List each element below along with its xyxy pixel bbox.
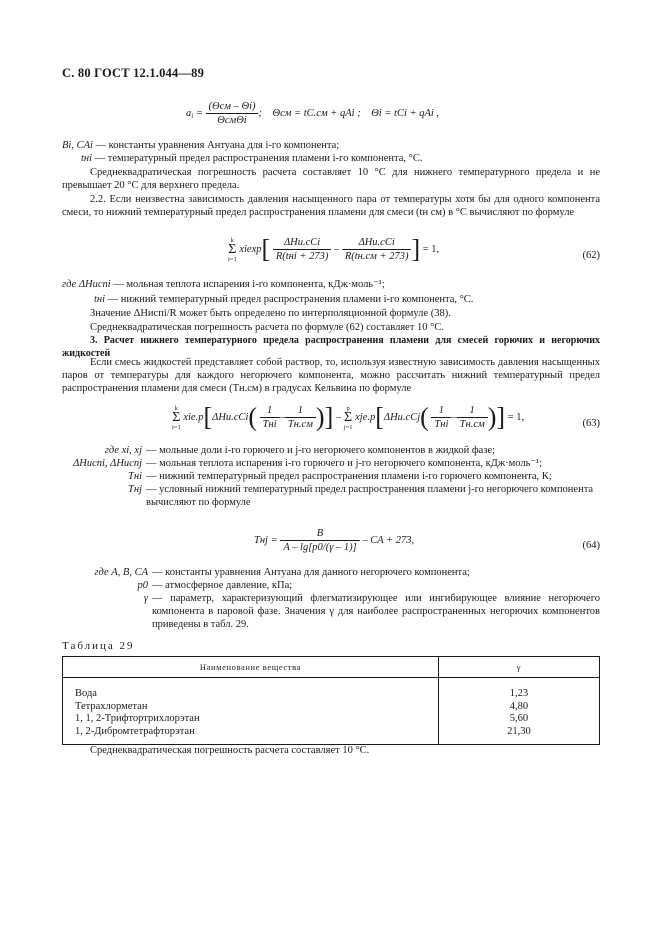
formula-theta-mix: Θсм = tС.см + qAi ; [272, 107, 361, 119]
definitions-block-1 [62, 139, 600, 165]
formula-a-numerator: (Θсм – Θi) [206, 100, 259, 114]
table-29 [62, 656, 600, 745]
table-row: 1, 2-Дибромтетрафторэтан 21,30 [63, 726, 600, 745]
table-row: 1, 1, 2-Трифтортрихлорэтан 5,60 [63, 713, 600, 726]
table-header-gamma: γ [438, 657, 599, 678]
formula-62-fraction-2: $\frac{\text{ΔHи.сCi}}{R(tн.см + 273)}$ [342, 236, 412, 263]
definition-row: tнi — температурный предел распространения пламени i-го компонента, °С. [81, 153, 423, 164]
equation-number-62: (62) [582, 250, 600, 261]
definitions-block-3: где xi, xj — мольные доли i-го горючего и j-го негорючего компонентов в жидкой фазе; ΔHиспi, ΔHиспj — мольная теплота испарения i-го горючего и j-го негорючего компонента, кДж·моль⁻¹; Tнi — нижний температурный предел распространения пламени i-го горючего компонента, К; Tнj — условный нижний температурный предел распространения пламени j-го негорючего компонента вычисляют по формуле [73, 445, 594, 508]
formula-64: Tнj = $\frac{B}{A - \lg[p0/(\gamma - 1)]}$ – CA + 273, [254, 528, 415, 553]
definition-row: tнi — нижний температурный предел распространения пламени i-го компонента, °С. [94, 294, 474, 305]
formula-63: k Σ i=1 xie.p[ΔHи.сCi( $\frac{1}{\text{Tнi}}$ – $\frac{1}{Tн.см}$ )] – p Σ j=1 xje.p[ΔHи.сCj( $\frac{1}{\text{Tнi}}$ – $\frac{1}{Tн.см}$ )] = 1, [172, 402, 525, 432]
paragraph-accuracy-1: Среднеквадратическая погрешность расчета составляет 10 °С для нижнего температурного предела и не превышает 20 °С для верхнего предела. [62, 167, 600, 191]
page-header: С. 80 ГОСТ 12.1.044—89 [62, 66, 205, 80]
formula-a-lhs: $a_i$ = [186, 107, 203, 120]
paragraph-2-2: 2.2. Если неизвестна зависимость давления насыщенного пара от температуры хотя бы для одного компонента смеси, то нижний температурный предел распространения пламени для смеси (tн см) в °С вычисляют по формуле [62, 194, 600, 218]
table-row: Вода 1,23 [63, 678, 600, 701]
equation-number-64: (64) [582, 540, 600, 551]
formula-a-denominator: ΘсмΘi [217, 115, 247, 126]
formula-62-fraction-1: $\frac{\text{ΔHи.сCi}}{\text{R(tнi + 273)}}$ [273, 236, 332, 263]
definition-row: Bi, CAi — константы уравнения Антуана для i-го компонента; [62, 140, 340, 151]
table-header-name: Наименование вещества [63, 657, 439, 678]
equation-number-63: (63) [582, 418, 600, 429]
formula-62: k Σ i=1 xiexp[ $\frac{\text{ΔHи.сCi}}{\text{R(tнi + 273)}}$ – $\frac{\text{ΔHи.сCi}}{R(tн.см + 273)}$ ] = 1, [228, 234, 440, 264]
sum-sign: k Σ i=1 [172, 404, 181, 431]
formula-a-fraction [206, 100, 259, 127]
table-row: Тетрахлорметан 4,80 [63, 701, 600, 714]
paragraph-accuracy-62: Среднеквадратическая погрешность расчета по формуле (62) составляет 10 °С. [90, 322, 444, 333]
formula-a-i: $a_i$ = $\frac{\text{(Θсм – Θi)}}{\text{ΘсмΘi}}$ ; Θсм = tС.см + qAi ; Θi = tCi + qAi , [186, 101, 440, 126]
formula-theta-i: Θi = tCi + qAi , [371, 107, 440, 119]
sum-sign: p Σ j=1 [343, 404, 353, 431]
paragraph-section-3: Если смесь жидкостей представляет собой раствор, то, используя известную зависимость давления насыщенных паров от температуры для каждого негорючего компонента, можно рассчитать нижний температурный предел распространения пламени для смеси (Tн.см) в градусах Кельвина по формуле [62, 357, 600, 394]
paragraph-footer: Среднеквадратическая погрешность расчета составляет 10 °С. [90, 745, 370, 756]
definitions-block-4: где A, B, CA — константы уравнения Антуана для данного негорючего компонента; p0 — атмосферное давление, кПа; γ — параметр, характеризующий флегматизирующее или ингибирующее влияние негорючего компонента в паровой фазе. Значения γ для наиболее распространенных негорючих компонентов приведены в табл. 29. [94, 567, 600, 630]
definitions-block-2 [62, 278, 600, 306]
definition-row: где ΔHиспi — мольная теплота испарения i-го компонента, кДж·моль⁻¹; [62, 279, 385, 290]
formula-62-term: xiexp [239, 243, 262, 255]
sum-sign: k Σ i=1 [228, 236, 237, 263]
table-title: Таблица 29 [62, 640, 135, 652]
section-3-title: 3. Расчет нижнего температурного предела распространения пламени для смесей горючих и негорючих жидкостей [62, 335, 600, 359]
paragraph-interpolation: Значение ΔHиспi/R может быть определено по интерполяционной формуле (38). [90, 308, 451, 319]
